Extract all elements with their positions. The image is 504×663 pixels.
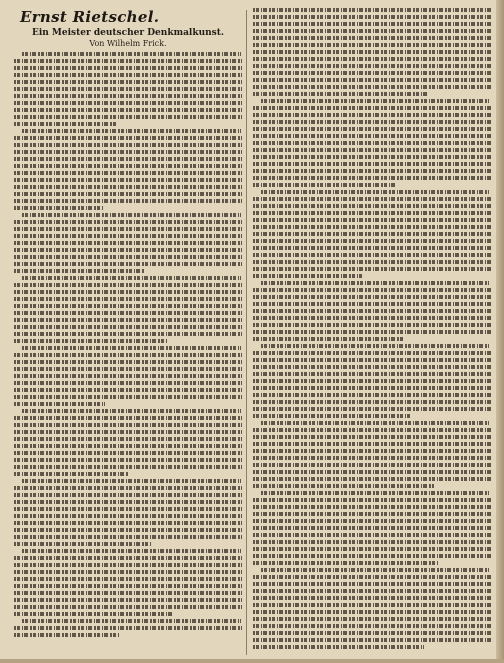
- text-line: [253, 8, 491, 12]
- text-line: [253, 309, 491, 313]
- column-divider: [246, 10, 247, 655]
- text-line: [253, 127, 491, 131]
- text-line: [14, 360, 242, 364]
- article-author: Von Wilhelm Frick.: [89, 39, 167, 48]
- text-line: [253, 197, 491, 201]
- text-line: [253, 589, 491, 593]
- text-line: [14, 269, 144, 273]
- text-line: [253, 484, 434, 488]
- text-line: [253, 540, 491, 544]
- text-line: [22, 346, 241, 350]
- text-line: [253, 358, 491, 362]
- text-line: [22, 409, 241, 413]
- text-line: [253, 225, 491, 229]
- right-column: [253, 8, 491, 658]
- text-line: [14, 108, 242, 112]
- text-line: [253, 596, 491, 600]
- left-column: [14, 8, 242, 658]
- text-line: [253, 526, 491, 530]
- text-line: [22, 619, 241, 623]
- text-line: [261, 491, 489, 495]
- text-line: [253, 64, 491, 68]
- text-line: [14, 605, 242, 609]
- text-line: [253, 407, 491, 411]
- text-line: [253, 561, 439, 565]
- text-line: [253, 239, 491, 243]
- text-line: [253, 414, 410, 418]
- article-subtitle: Ein Meister deutscher Denkmalkunst.: [31, 28, 225, 38]
- text-line: [14, 234, 242, 238]
- text-line: [253, 638, 491, 642]
- text-line: [253, 624, 491, 628]
- text-line: [253, 533, 491, 537]
- text-line: [253, 85, 491, 89]
- text-line: [253, 43, 491, 47]
- text-line: [253, 253, 491, 257]
- text-line: [253, 15, 491, 19]
- text-line: [253, 393, 491, 397]
- text-line: [14, 318, 242, 322]
- text-line: [253, 141, 491, 145]
- text-line: [253, 337, 405, 341]
- text-line: [14, 87, 242, 91]
- text-line: [261, 421, 489, 425]
- text-line: [14, 332, 242, 336]
- text-line: [14, 367, 242, 371]
- text-line: [14, 507, 242, 511]
- text-line: [14, 598, 242, 602]
- text-line: [253, 106, 491, 110]
- text-line: [14, 94, 242, 98]
- text-line: [14, 577, 242, 581]
- text-line: [253, 295, 491, 299]
- text-line: [253, 477, 491, 481]
- article-title: Ernst Rietschel.: [20, 8, 160, 26]
- text-line: [253, 246, 491, 250]
- text-line: [14, 430, 242, 434]
- text-line: [253, 442, 491, 446]
- text-line: [14, 311, 242, 315]
- text-line: [22, 479, 241, 483]
- text-line: [14, 612, 174, 616]
- text-line: [253, 232, 491, 236]
- text-line: [14, 59, 242, 63]
- text-line: [253, 470, 491, 474]
- text-line: [253, 36, 491, 40]
- text-line: [261, 568, 489, 572]
- text-line: [14, 500, 242, 504]
- left-column-text: [14, 52, 242, 637]
- text-line: [14, 465, 242, 469]
- text-line: [261, 99, 489, 103]
- text-line: [253, 603, 491, 607]
- text-line: [14, 150, 242, 154]
- text-line: [14, 493, 242, 497]
- text-line: [22, 213, 241, 217]
- text-line: [253, 645, 424, 649]
- text-line: [14, 157, 242, 161]
- text-line: [253, 288, 491, 292]
- text-line: [253, 610, 491, 614]
- text-line: [253, 505, 491, 509]
- text-line: [14, 164, 242, 168]
- text-line: [14, 206, 103, 210]
- text-line: [14, 80, 242, 84]
- text-line: [14, 472, 128, 476]
- text-line: [253, 372, 491, 376]
- text-line: [253, 169, 491, 173]
- text-line: [253, 316, 491, 320]
- text-line: [253, 512, 491, 516]
- text-line: [253, 428, 491, 432]
- text-line: [14, 304, 242, 308]
- text-line: [253, 57, 491, 61]
- text-line: [253, 183, 396, 187]
- text-line: [253, 575, 491, 579]
- text-line: [14, 136, 242, 140]
- text-line: [14, 374, 242, 378]
- text-line: [14, 101, 242, 105]
- text-line: [22, 129, 241, 133]
- text-line: [253, 218, 491, 222]
- text-line: [253, 435, 491, 439]
- text-line: [253, 323, 491, 327]
- page-edge-bottom: [0, 659, 504, 663]
- text-line: [22, 276, 241, 280]
- text-line: [253, 267, 491, 271]
- text-line: [253, 519, 491, 523]
- text-line: [14, 199, 242, 203]
- text-line: [14, 388, 242, 392]
- text-line: [14, 241, 242, 245]
- text-line: [253, 449, 491, 453]
- text-line: [261, 344, 489, 348]
- text-line: [14, 633, 119, 637]
- right-column-text: [253, 8, 491, 649]
- text-line: [253, 365, 491, 369]
- text-line: [253, 176, 491, 180]
- text-line: [14, 290, 242, 294]
- text-line: [14, 248, 242, 252]
- text-line: [14, 395, 242, 399]
- text-line: [14, 178, 242, 182]
- text-line: [14, 437, 242, 441]
- text-line: [14, 521, 242, 525]
- text-line: [253, 631, 491, 635]
- text-line: [261, 281, 489, 285]
- text-line: [14, 143, 242, 147]
- text-line: [14, 591, 242, 595]
- text-line: [253, 260, 491, 264]
- text-line: [253, 554, 491, 558]
- text-line: [14, 255, 242, 259]
- text-line: [253, 155, 491, 159]
- text-line: [14, 570, 242, 574]
- text-line: [14, 185, 242, 189]
- text-line: [14, 535, 242, 539]
- text-line: [14, 227, 242, 231]
- text-line: [253, 617, 491, 621]
- text-line: [14, 528, 242, 532]
- text-line: [253, 386, 491, 390]
- text-line: [14, 486, 242, 490]
- text-line: [14, 514, 242, 518]
- text-line: [253, 330, 491, 334]
- text-line: [253, 120, 491, 124]
- text-line: [14, 297, 242, 301]
- text-line: [14, 220, 242, 224]
- text-line: [14, 73, 242, 77]
- text-line: [14, 563, 242, 567]
- text-line: [253, 211, 491, 215]
- text-line: [22, 52, 241, 56]
- text-line: [253, 400, 491, 404]
- text-line: [14, 556, 242, 560]
- text-line: [14, 283, 242, 287]
- text-line: [14, 192, 242, 196]
- text-line: [14, 542, 151, 546]
- text-line: [253, 302, 491, 306]
- text-line: [14, 416, 242, 420]
- text-line: [253, 50, 491, 54]
- text-line: [14, 339, 167, 343]
- text-line: [14, 444, 242, 448]
- text-line: [253, 113, 491, 117]
- text-line: [14, 66, 242, 70]
- text-line: [253, 498, 491, 502]
- text-line: [253, 134, 491, 138]
- text-line: [253, 22, 491, 26]
- text-line: [253, 274, 362, 278]
- text-line: [261, 190, 489, 194]
- text-line: [253, 148, 491, 152]
- text-line: [14, 353, 242, 357]
- text-line: [14, 451, 242, 455]
- text-line: [14, 262, 242, 266]
- text-line: [14, 325, 242, 329]
- text-line: [14, 122, 117, 126]
- text-line: [14, 381, 242, 385]
- text-line: [253, 456, 491, 460]
- text-line: [253, 29, 491, 33]
- text-line: [22, 549, 241, 553]
- text-line: [253, 582, 491, 586]
- text-line: [14, 423, 242, 427]
- text-line: [14, 458, 242, 462]
- text-line: [253, 78, 491, 82]
- text-line: [253, 92, 429, 96]
- text-line: [14, 171, 242, 175]
- text-line: [253, 463, 491, 467]
- text-line: [14, 626, 242, 630]
- text-line: [253, 204, 491, 208]
- text-line: [253, 351, 491, 355]
- text-line: [253, 162, 491, 166]
- text-line: [14, 402, 105, 406]
- text-line: [14, 115, 242, 119]
- text-line: [14, 584, 242, 588]
- text-line: [253, 379, 491, 383]
- text-line: [253, 71, 491, 75]
- text-line: [253, 547, 491, 551]
- page-edge-right: [496, 0, 504, 663]
